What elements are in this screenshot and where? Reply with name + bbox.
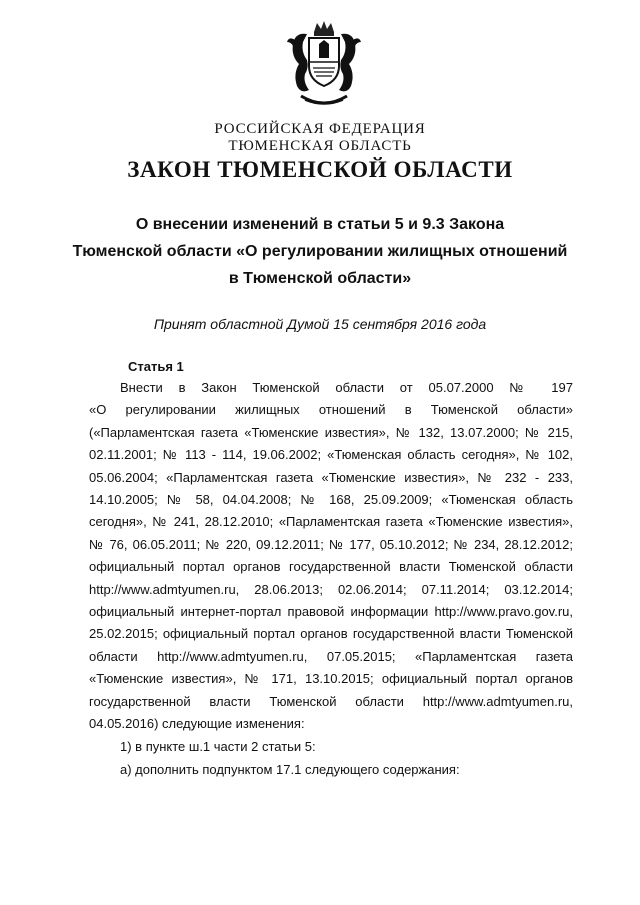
body-line: 25.02.2015; официальный портал органов государственной власти Тюменской — [89, 626, 573, 642]
body-line: 05.06.2004; «Парламентская газета «Тюменские известия», № 232 - 233, — [89, 469, 573, 485]
list-item: 1) в пункте ш.1 части 2 статьи 5: — [120, 739, 316, 754]
article-heading: Статья 1 — [128, 359, 184, 374]
adoption-date: Принят областной Думой 15 сентября 2016 года — [153, 316, 487, 332]
body-line: государственной власти Тюменской области http://www.admtyumen.ru, — [89, 693, 573, 709]
body-line: сегодня», № 241, 28.12.2010; «Парламентская газета «Тюменские известия», — [89, 514, 573, 530]
region-heading: ТЮМЕНСКАЯ ОБЛАСТЬ — [228, 138, 412, 154]
article-body — [89, 377, 573, 736]
body-line: официальный интернет-портал правовой информации http://www.pravo.gov.ru, — [89, 604, 573, 620]
law-title — [0, 211, 640, 292]
body-line: 04.05.2016) следующие изменения: — [89, 716, 305, 732]
body-line: 14.10.2005; № 58, 04.04.2008; № 168, 25.09.2009; «Тюменская область — [89, 492, 573, 508]
body-line: «Тюменские известия», № 171, 13.10.2015; официальный портал органов — [89, 671, 573, 687]
list-item: а) дополнить подпунктом 17.1 следующего содержания: — [120, 762, 460, 777]
body-line: № 76, 06.05.2011; № 220, 09.12.2011; № 177, 05.10.2012; № 234, 28.12.2012; — [89, 536, 573, 552]
body-line: Внести в Закон Тюменской области от 05.07.2000 № 197 — [120, 380, 573, 395]
federation-heading: РОССИЙСКАЯ ФЕДЕРАЦИЯ — [214, 121, 426, 137]
body-line: 02.11.2001; № 113 - 114, 19.06.2002; «Тюменская область сегодня», № 102, — [89, 447, 573, 463]
law-type-heading: ЗАКОН ТЮМЕНСКОЙ ОБЛАСТИ — [127, 157, 513, 182]
tyumen-coat-of-arms-icon — [283, 18, 365, 110]
body-line: области http://www.admtyumen.ru, 07.05.2015; «Парламентская газета — [89, 648, 573, 664]
body-line: официальный портал органов государственной власти Тюменской области — [89, 559, 573, 575]
body-line: («Парламентская газета «Тюменские известия», № 132, 13.07.2000; № 215, — [89, 424, 573, 440]
body-line: http://www.admtyumen.ru, 28.06.2013; 02.06.2014; 07.11.2014; 03.12.2014; — [89, 581, 573, 597]
law-title-line: Тюменской области «О регулировании жилищных отношений — [72, 243, 568, 260]
body-line: «О регулировании жилищных отношений в Тюменской области» — [89, 402, 573, 418]
law-title-line: в Тюменской области» — [228, 270, 412, 287]
law-title-line: О внесении изменений в статьи 5 и 9.3 Закона — [135, 216, 505, 233]
